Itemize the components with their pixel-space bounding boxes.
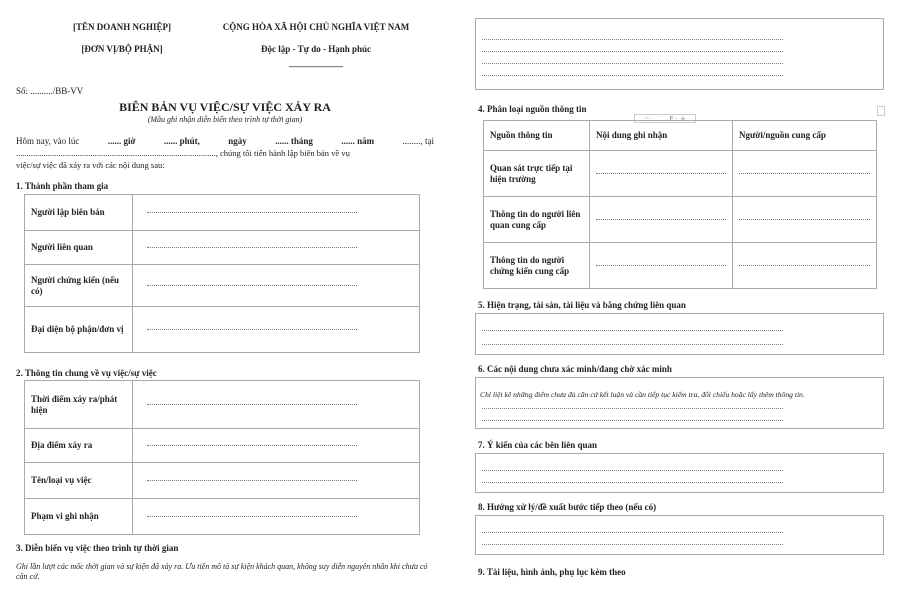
fill-line: [482, 51, 783, 52]
fill-line[interactable]: [147, 247, 357, 248]
table-row: Thời điểm xảy ra/phát hiện: [25, 381, 420, 429]
section-5-title: 5. Hiện trạng, tài sản, tài liệu và bằng chứng liên quan: [478, 300, 686, 310]
section-6-title: 6. Các nội dung chưa xác minh/đang chờ xác minh: [478, 364, 672, 374]
fill-line[interactable]: [596, 219, 726, 220]
table-row: Tên/loại vụ việc: [25, 463, 420, 499]
fill-line[interactable]: [147, 480, 357, 481]
grip-icon[interactable]: :::: [644, 114, 652, 123]
country-name: CỘNG HÒA XÃ HỘI CHỦ NGHĨA VIỆT NAM: [222, 22, 410, 32]
section-2-title: 2. Thông tin chung về vụ việc/sự việc: [16, 368, 157, 378]
table-row: Người liên quan: [25, 231, 420, 265]
table-row: Phạm vi ghi nhận: [25, 499, 420, 535]
section-8-title: 8. Hướng xử lý/đề xuất bước tiếp theo (nếu có): [478, 502, 657, 512]
table-row: Quan sát trực tiếp tại hiện trường: [484, 151, 877, 197]
fill-line: [482, 408, 783, 409]
section-3-title: 3. Diễn biến vụ việc theo trình tự thời gian: [16, 543, 179, 553]
table-row: Địa điểm xảy ra: [25, 429, 420, 463]
section-9-title: 9. Tài liệu, hình ảnh, phụ lục kèm theo: [478, 567, 626, 577]
fill-line: [482, 482, 783, 483]
table-row: Thông tin do người chứng kiến cung cấp: [484, 243, 877, 289]
fill-line: [482, 532, 783, 533]
fill-line[interactable]: [147, 285, 357, 286]
unverified-box[interactable]: [475, 377, 884, 429]
fill-line[interactable]: [739, 265, 870, 266]
fill-line: [482, 63, 783, 64]
motto-underline: ____________: [289, 58, 343, 68]
fill-line[interactable]: [739, 173, 870, 174]
intro-line-2: .............................................................................................., chúng tôi tiến hành lập biên bản về vụ: [16, 148, 350, 158]
fill-line[interactable]: [147, 212, 357, 213]
fill-line: [482, 75, 783, 76]
doc-number: Số: ........../BB-VV: [16, 86, 84, 96]
table-row: Người chứng kiến (nếu có): [25, 265, 420, 307]
fill-line: [482, 470, 783, 471]
fill-line: [482, 39, 783, 40]
section-1-title: 1. Thành phần tham gia: [16, 181, 109, 191]
motto: Độc lập - Tự do - Hạnh phúc: [260, 44, 371, 54]
fill-line[interactable]: [596, 265, 726, 266]
doc-subtitle: (Mẫu ghi nhận diễn biến theo trình tự thời gian): [147, 115, 303, 124]
fill-line: [482, 344, 783, 345]
fill-line[interactable]: [147, 404, 357, 405]
fill-line[interactable]: [739, 219, 870, 220]
incident-info-table: [24, 380, 420, 535]
intro-line-1: Hôm nay, vào lúc ...... giờ ...... phút, ngày ...... tháng ...... năm ........, tại: [16, 136, 434, 146]
fill-line: [482, 420, 783, 421]
doc-title: BIÊN BẢN VỤ VIỆC/SỰ VIỆC XẢY RA: [119, 100, 331, 114]
section-7-title: 7. Ý kiến của các bên liên quan: [478, 440, 598, 450]
opinions-box[interactable]: [475, 453, 884, 493]
company-name: [TÊN DOANH NGHIỆP]: [72, 22, 171, 32]
evidence-box[interactable]: [475, 313, 884, 355]
fill-line[interactable]: [147, 329, 357, 330]
table-row: Người lập biên bản: [25, 195, 420, 231]
fill-line[interactable]: [596, 173, 726, 174]
table-options-icon[interactable]: F · +: [669, 114, 686, 123]
department-name: [ĐƠN VỊ/BỘ PHẬN]: [81, 44, 163, 54]
section-6-note: Chỉ liệt kê những điểm chưa đủ căn cứ kết luận và cần tiếp tục kiểm tra, đối chiếu hoặc lấy thêm thông tin.: [480, 390, 805, 399]
fill-line[interactable]: [147, 516, 357, 517]
section-4-title: 4. Phân loại nguồn thông tin: [478, 104, 587, 114]
source-table: [483, 120, 877, 289]
fill-line: [482, 330, 783, 331]
fill-line[interactable]: [147, 445, 357, 446]
table-row: Đại diện bộ phận/đơn vị: [25, 307, 420, 353]
fill-line: [482, 544, 783, 545]
section-3-note: Ghi lần lượt các mốc thời gian và sự kiện đã xảy ra. Ưu tiên mô tả sự kiện khách quan, không suy diễn nguyên nhân khi chưa có căn cứ.: [16, 562, 428, 581]
intro-line-3: việc/sự việc đã xảy ra với các nội dung sau:: [16, 160, 165, 170]
next-steps-box[interactable]: [475, 515, 884, 555]
participants-table: [24, 194, 420, 353]
table-row: Thông tin do người liên quan cung cấp: [484, 197, 877, 243]
table-header-row: Nguồn thông tin Nội dung ghi nhận Người/nguồn cung cấp: [484, 121, 877, 151]
timeline-box[interactable]: [475, 18, 884, 90]
drag-handle-icon[interactable]: [877, 106, 885, 116]
